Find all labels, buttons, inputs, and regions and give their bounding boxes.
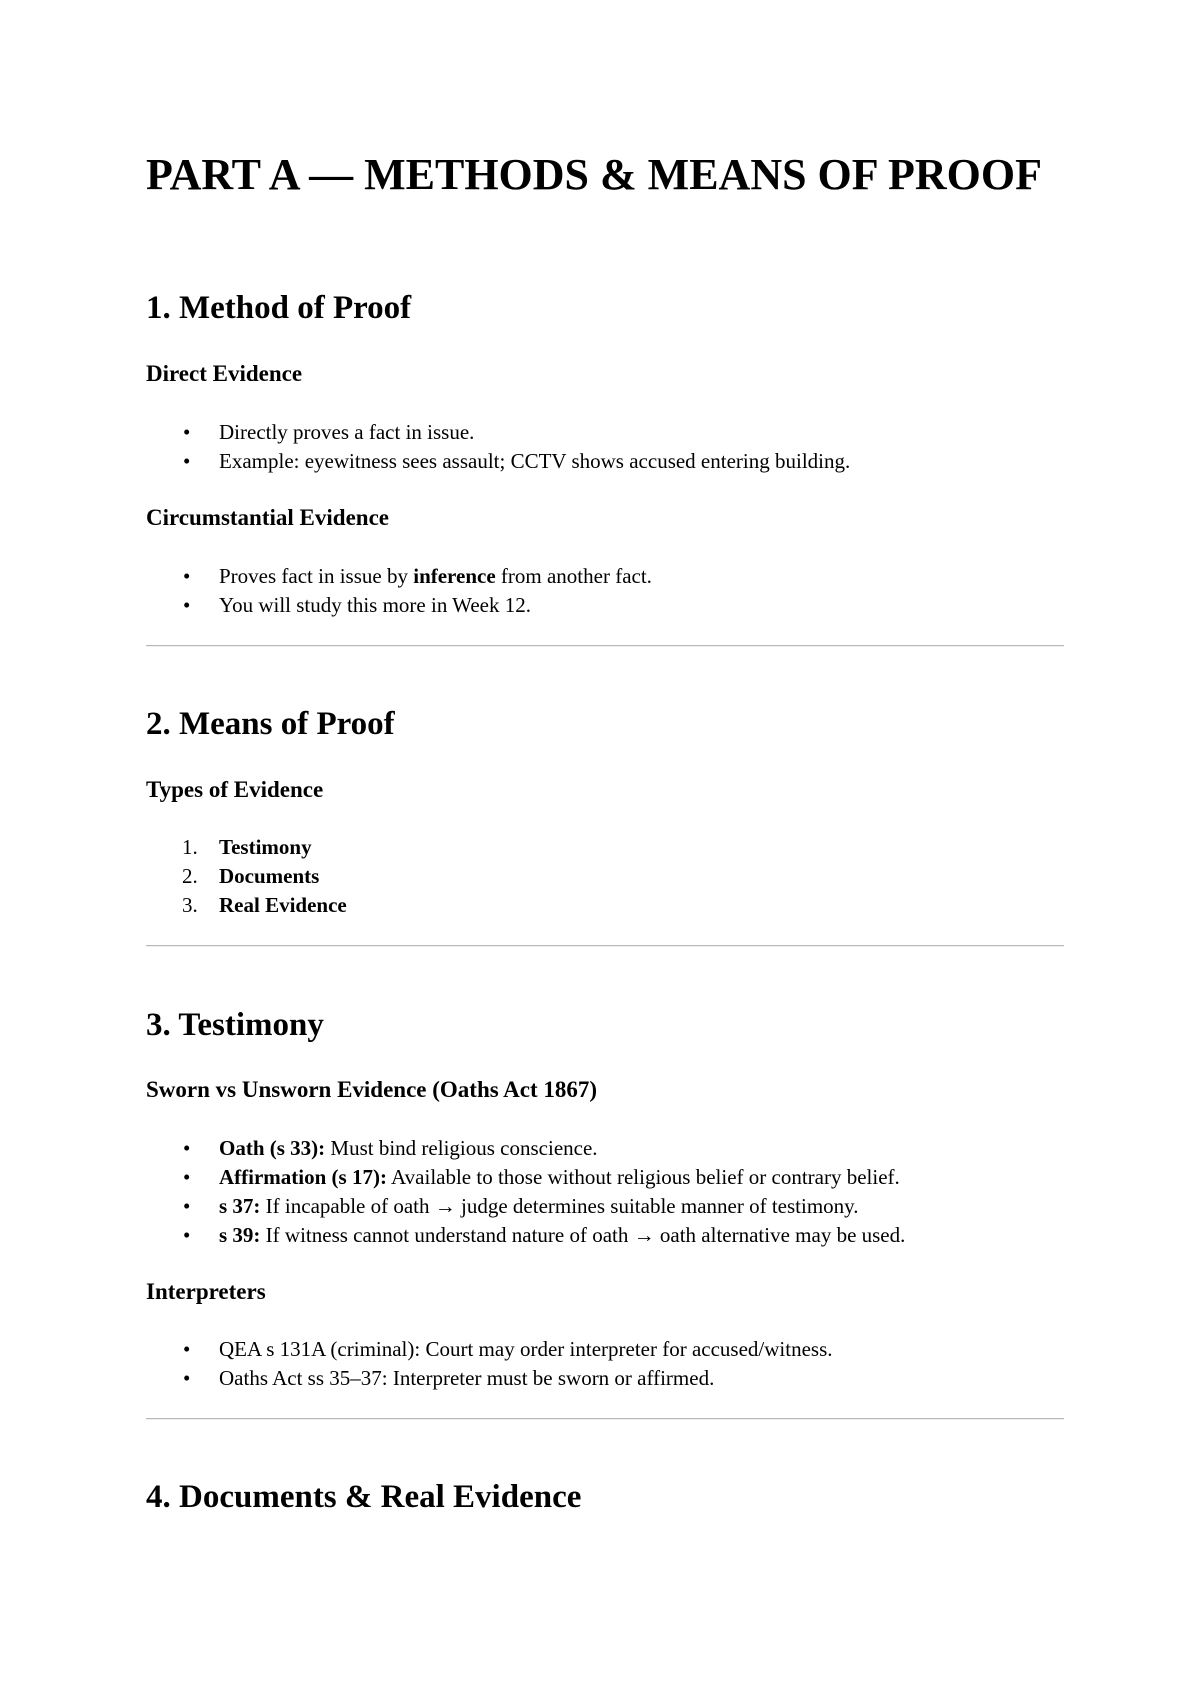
sworn-evidence-heading: Sworn vs Unsworn Evidence (Oaths Act 1867) [146,1077,598,1102]
circumstantial-evidence-list [146,562,652,620]
bullet-icon: • [183,1223,191,1247]
section-3-heading: 3. Testimony [146,1007,324,1043]
direct-evidence-list [146,418,850,476]
bullet-icon: • [183,593,191,617]
list-item: • s 39: If witness cannot understand nature of oath → oath alternative may be used. [146,1221,905,1250]
list-item: • You will study this more in Week 12. [146,591,652,620]
bullet-icon: • [183,564,191,588]
section-divider [146,645,1064,647]
sworn-evidence-list [146,1134,905,1250]
bullet-icon: • [183,449,191,473]
list-item: 1. Testimony [182,835,312,859]
section-4-heading: 4. Documents & Real Evidence [146,1479,582,1515]
bullet-icon: • [183,1337,191,1361]
section-1-heading: 1. Method of Proof [146,290,412,326]
types-of-evidence-list [146,833,347,920]
bullet-icon: • [183,420,191,444]
circumstantial-evidence-heading: Circumstantial Evidence [146,505,389,530]
list-item: • Affirmation (s 17): Available to those without religious belief or contrary belief. [146,1163,905,1192]
list-item: • Oath (s 33): Must bind religious conscience. [146,1134,905,1163]
section-2-heading: 2. Means of Proof [146,706,395,742]
list-item: 3. Real Evidence [182,893,347,917]
bullet-icon: • [183,1366,191,1390]
list-item: • QEA s 131A (criminal): Court may order interpreter for accused/witness. [146,1335,833,1364]
section-divider [146,1418,1064,1420]
list-item: • Proves fact in issue by inference from another fact. [146,562,652,591]
list-item: • Directly proves a fact in issue. [146,418,850,447]
list-item: • Example: eyewitness sees assault; CCTV shows accused entering building. [146,447,850,476]
interpreters-list [146,1335,833,1393]
list-item: • s 37: If incapable of oath → judge determines suitable manner of testimony. [146,1192,905,1221]
interpreters-heading: Interpreters [146,1279,266,1304]
types-of-evidence-heading: Types of Evidence [146,777,324,802]
list-item: • Oaths Act ss 35–37: Interpreter must be sworn or affirmed. [146,1364,833,1393]
bullet-icon: • [183,1136,191,1160]
bullet-icon: • [183,1194,191,1218]
section-divider [146,945,1064,947]
page-title: PART A — METHODS & MEANS OF PROOF [146,150,1043,199]
direct-evidence-heading: Direct Evidence [146,361,303,386]
bullet-icon: • [183,1165,191,1189]
list-item: 2. Documents [182,864,320,888]
